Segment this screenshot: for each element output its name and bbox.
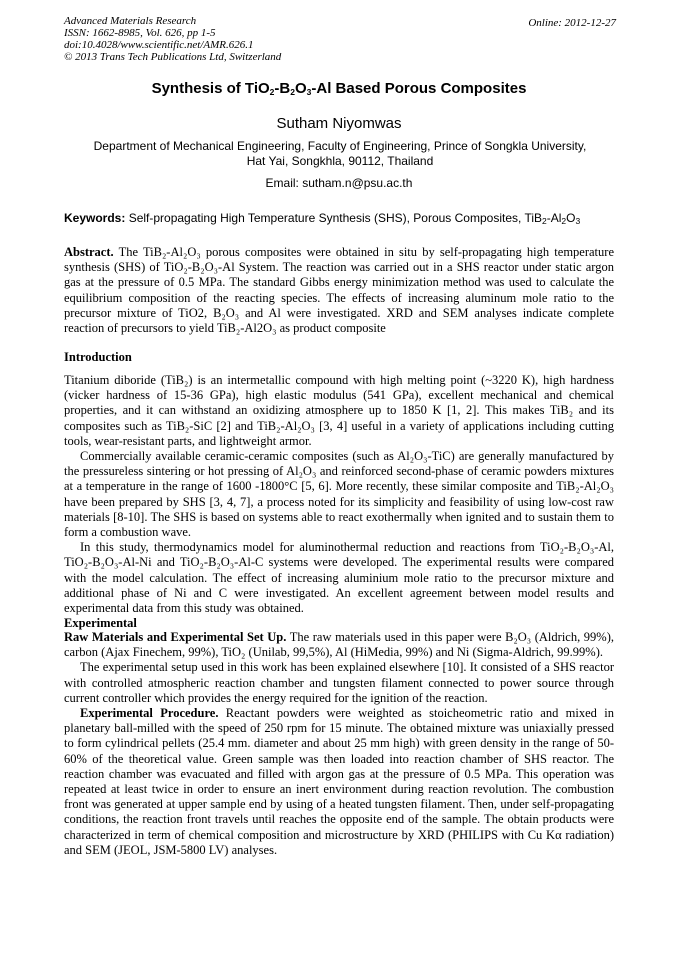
paper-title: Synthesis of $TiO_2-B_2O_3-Al$ Based Porous Composites (151, 80, 527, 97)
experimental-heading: Experimental (64, 616, 137, 630)
abstract-text: The TiB₂-Al₂O₃ porous composites were obtained in situ by self-propagating high temperature synthesis (SHS) of TiO₂-B₂O₃-Al System. The reaction was carried out in a SHS reactor under static argon gas at the pressure of 0.5 MPa. The standard Gibbs energy minimization method was used to calculate the equilibrium composition of the reacting species. The effects of increasing aluminum mole ratio to the precursor mixture of TiO2, B₂O₃ and Al were investigated. XRD and SEM analyses indicate complete reaction of precursors to yield TiB₂-Al2O₃ as product composite (64, 245, 614, 336)
abstract-label: Abstract. (64, 245, 114, 259)
copyright-line: © 2013 Trans Tech Publications Ltd, Switzerland (64, 51, 282, 63)
raw-materials-paragraph: Raw Materials and Experimental Set Up. The raw materials used in this paper were B₂O₃ (Aldrich, 99%), carbon (Ajax Finechem, 99%), TiO₂ (Unilab, 99,5%), Al (HiMedia, 99%) and Ni (Sigma-Aldrich, 99.99%). (64, 630, 614, 660)
author-name: Sutham Niyomwas (276, 115, 402, 132)
raw-materials-label: Raw Materials and Experimental Set Up. (64, 630, 287, 644)
journal-name: Advanced Materials Research (64, 15, 197, 27)
abstract (64, 245, 614, 336)
issn-line: ISSN: 1662-8985, Vol. 626, pp 1-5 (64, 27, 216, 39)
intro-paragraph-3: In this study, thermodynamics model for aluminothermal reduction and reactions from TiO₂-B₂O₃-Al, TiO₂-B₂O₃-Al-Ni and TiO₂-B₂O₃-Al-C systems were developed. The experimental results were compared with the model calculation. The effect of increasing aluminium mole ratio to the precursor mixture and additional phase of Ni and C were investigated. An excellent agreement between model results and experimental data from this study was obtained. (64, 540, 614, 616)
doi-line: doi:10.4028/www.scientific.net/AMR.626.1 (64, 39, 254, 51)
affiliation-line-1: Department of Mechanical Engineering, Faculty of Engineering, Prince of Songkla University, (93, 139, 587, 153)
intro-paragraph-1: Titanium diboride (TiB₂) is an intermetallic compound with high melting point (~3220 K), high hardness (vicker hardness of 15-36 GPa), high elastic modulus (541 GPa), excellent mechanical and chemical properties, and it can withstand an oxidizing atmosphere up to 1850 K [1, 2]. This makes TiB₂ and its composites such as TiB₂-SiC [2] and TiB₂-Al₂O₃ [3, 4] useful in a variety of applications including cutting tools, wear-resistant parts, and lightweight armor. (64, 373, 614, 448)
online-date: Online: 2012-12-27 (528, 17, 616, 29)
affiliation-line-2: Hat Yai, Songkhla, 90112, Thailand (246, 154, 434, 168)
keywords: Keywords: Self-propagating High Temperature Synthesis (SHS), Porous Composites, $TiB_2-Al_2O_3$ (64, 211, 581, 226)
procedure-paragraph: Experimental Procedure. Reactant powders were weighted as stoicheometric ratio and mixed in planetary ball-milled with the speed of 250 rpm for 15 minute. The obtained mixture was uniaxially pressed to form cylindrical pellets (25.4 mm. diameter and about 25 mm high) with green density in the range of 50-60% of the theoretical value. Green sample was then loaded into reaction chamber of SHS reactor. The reaction chamber was evacuated and filled with argon gas at the pressure of 0.5 MPa. This operation was repeated at least twice in order to ensure an inert environment during reaction revolution. The combustion front was generated at upper sample end by using of a heated tungsten filament. Then, under self-propagating conditions, the reaction front travels until reaches the opposite end of the sample. The obtain products were characterized in term of chemical composition and microstructure by XRD (PHILIPS with Cu Kα radiation) and SEM (JEOL, JSM-5800 LV) analyses. (64, 706, 614, 857)
affiliation (64, 139, 616, 169)
procedure-label: Experimental Procedure. (80, 706, 219, 721)
introduction-body (64, 373, 614, 616)
experimental-body (64, 630, 614, 858)
introduction-heading: Introduction (64, 350, 132, 364)
author-email: Email: sutham.n@psu.ac.th (265, 176, 413, 190)
setup-paragraph: The experimental setup used in this work has been explained elsewhere [10]. It consisted of a SHS reactor with controlled atmospheric reaction chamber and tungsten filament connected to power source through current controller which provides the energy required for the ignition of the reaction. (64, 660, 614, 705)
keywords-label: Keywords: (64, 211, 126, 225)
intro-paragraph-2: Commercially available ceramic-ceramic composites (such as Al₂O₃-TiC) are generally manufactured by the pressureless sintering or hot pressing of Al₂O₃ and reinforced second-phase of ceramic powders mixtures at a temperature in the range of 1600 -1800°C [5, 6]. More recently, these similar composite and TiB₂-Al₂O₃ have been prepared by SHS [3, 4, 7], a process noted for its simplicity and feasibility of using low-cost raw materials [8-10]. The SHS is based on systems able to react exothermally when ignited and to sustain them to form a combustion wave. (64, 449, 614, 540)
